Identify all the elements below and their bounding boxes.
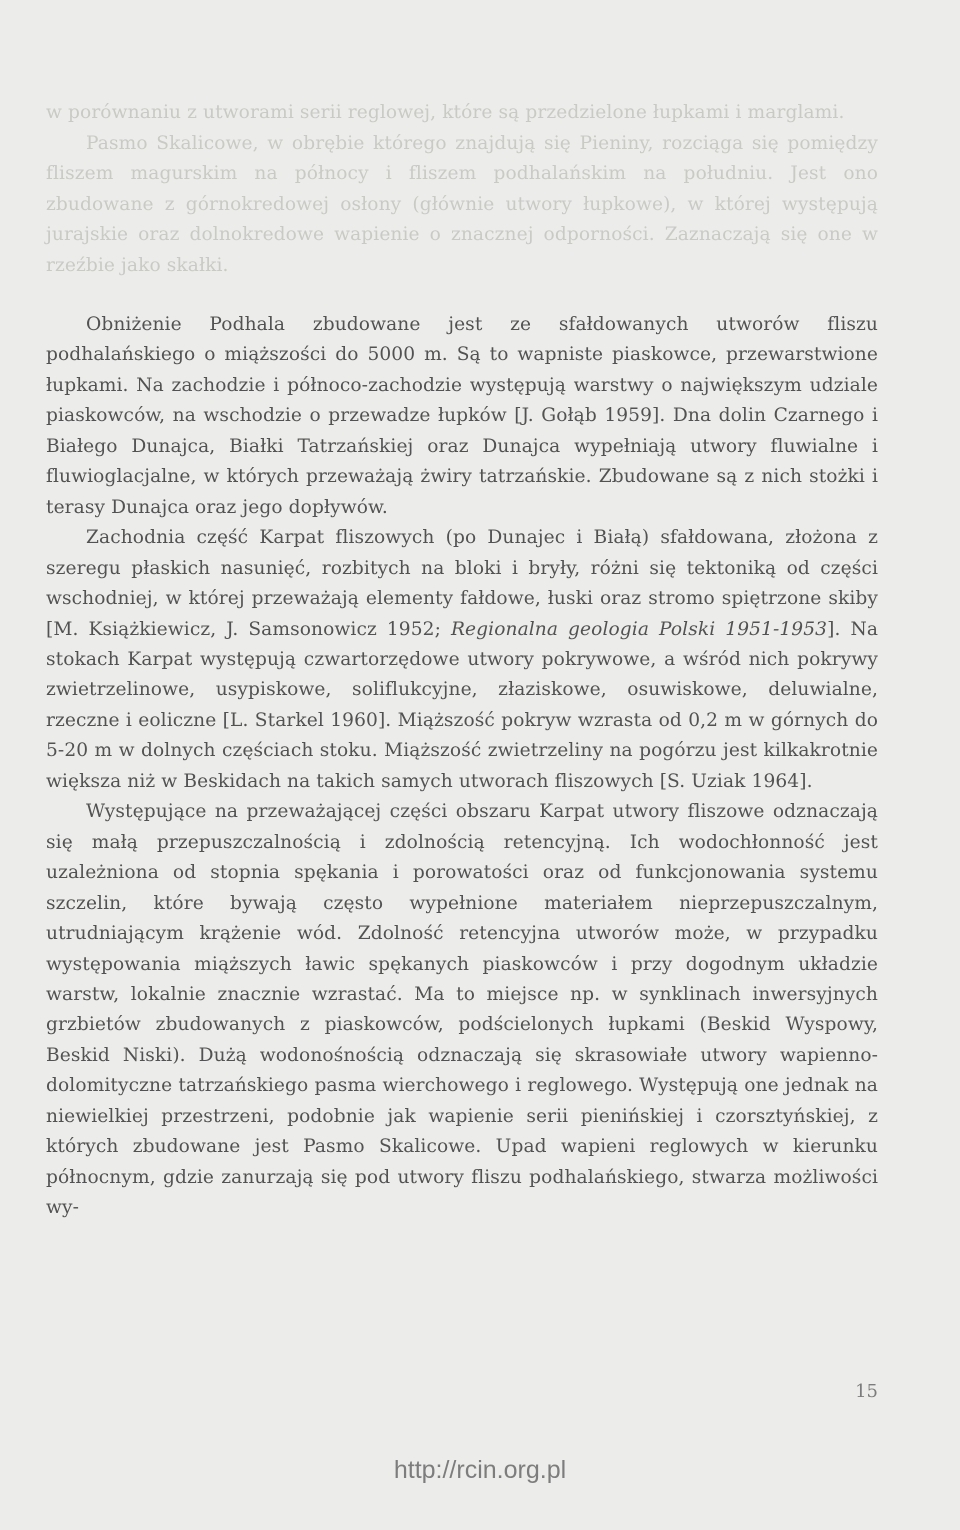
- page-number: 15: [855, 1381, 878, 1402]
- faded-text-block: [46, 98, 878, 281]
- paragraph-wystepujace: Występujące na przeważającej części obszaru Karpat utwory fliszowe odznaczają się małą przepuszczalnością i zdolnością retencyjną. Ich wodochłonność jest uzależniona od stopnia spękania i porowatości oraz od funkcjonowania systemu szczelin, które bywają często wypełnione materiałem nieprzepuszczalnym, utrudniającym krążenie wód. Zdolność retencyjna utworów może, w przypadku występowania miąższych ławic spękanych piaskowców i przy dogodnym układzie warstw, lokalnie znacznie wzrastać. Ma to miejsce np. w synklinach inwersyjnych grzbietów zbudowanych z piaskowców, podścielonych łupkami (Beskid Wyspowy, Beskid Niski). Dużą wodonośnością odznaczają się skrasowiałe utwory wapienno-dolomityczne tatrzańskiego pasma wierchowego i reglowego. Występują one jednak na niewielkiej przestrzeni, podobnie jak wapienie serii pienińskiej i czorsztyńskiej, z których zbudowane jest Pasmo Skalicowe. Upad wapieni reglowych w kierunku północnym, gdzie zanurzają się pod utwory fliszu podhalańskiego, stwarza możliwości wy-: [46, 801, 878, 1219]
- citation-italic-title: Regionalna geologia Polski 1951-1953: [450, 618, 828, 640]
- main-text-block: [46, 310, 878, 1224]
- paragraph-obnizenie-podhala: Obniżenie Podhala zbudowane jest ze sfałdowanych utworów fliszu podhalańskiego o miąższości do 5000 m. Są to wapniste piaskowce, przewarstwione łupkami. Na zachodzie i północo-zachodzie występują warstwy o największym udziale piaskowców, na wschodzie o przewadze łupków [J. Gołąb 1959]. Dna dolin Czarnego i Białego Dunajca, Białki Tatrzańskiej oraz Dunajca wypełniają utwory fluwialne i fluwioglacjalne, w których przeważają żwiry tatrzańskie. Zbudowane są z nich stożki i terasy Dunajca oraz jego dopływów.: [46, 314, 878, 518]
- paragraph-2-text-end: ]. Na stokach Karpat występują czwartorzędowe utwory pokrywowe, a wśród nich pokrywy zwietrzelinowe, usypiskowe, soliflukcyjne, złaziskowe, osuwiskowe, deluwialne, rzeczne i eoliczne [L. Starkel 1960]. Miąższość pokryw wzrasta od 0,2 m w górnych do 5-20 m w dolnych częściach stoku. Miąższość zwietrzeliny na pogórzu jest kilkakrotnie większa niż w Beskidach na takich samych utworach fliszowych [S. Uziak 1964].: [46, 618, 879, 792]
- footer-url: http://rcin.org.pl: [393, 1456, 567, 1484]
- faded-paragraph-1: Pasmo Skalicowe, w obrębie którego znajdują się Pieniny, rozciąga się pomiędzy fliszem magurskim na północy i fliszem podhalańskim na południu. Jest ono zbudowane z górnokredowej osłony (głównie utwory łupkowe), w której występują jurajskie oraz dolnokredowe wapienie o znacznej odporności. Zaznaczają się one w rzeźbie jako skałki.: [46, 132, 878, 276]
- faded-paragraph-0: w porównaniu z utworami serii reglowej, które są przedzielone łupkami i marglami.: [46, 102, 845, 123]
- paragraph-zachodnia-czesc: [46, 523, 878, 797]
- paragraph-2-text-start: Zachodnia część Karpat fliszowych (po Dunajec i Białą) sfałdowana, złożona z szeregu płaskich nasunięć, rozbitych na bloki i bryły, różni się tektoniką od części wschodniej, w której przeważają elementy fałdowe, łuski oraz stromo spiętrzone skiby [M. Książkiewicz, J. Samsonowicz 1952;: [46, 527, 878, 640]
